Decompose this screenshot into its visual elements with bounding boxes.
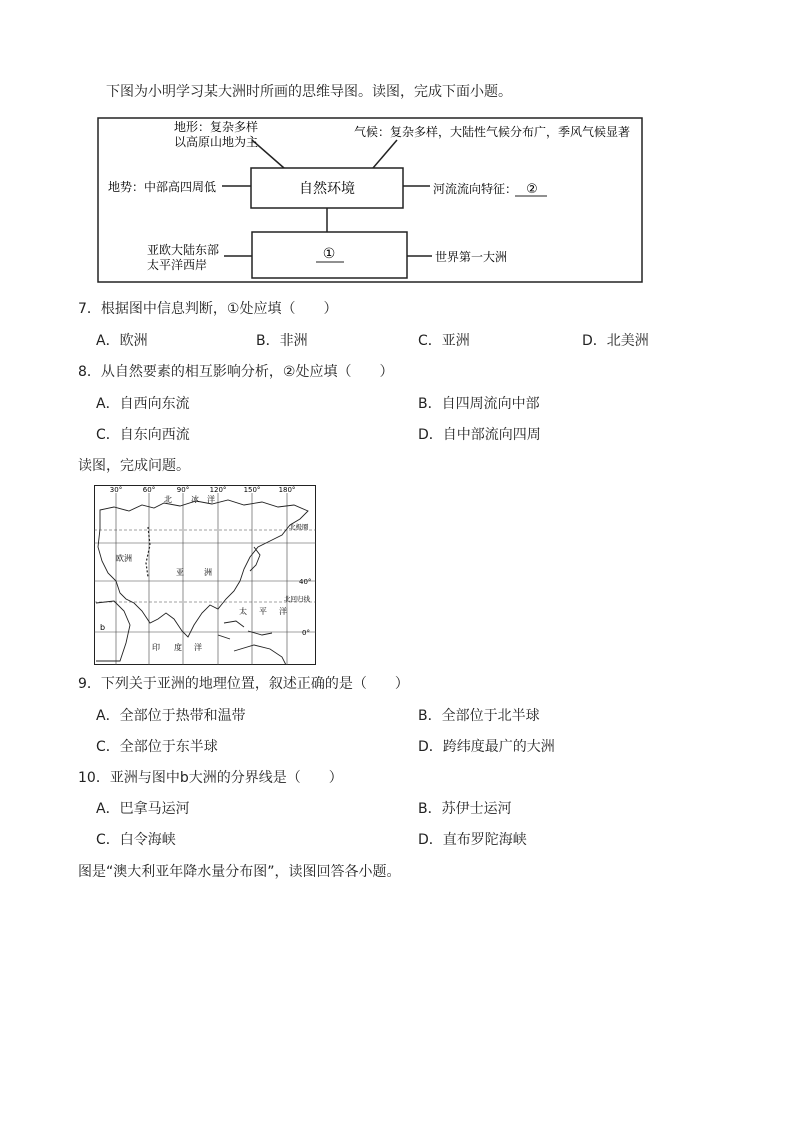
mind-map-diagram	[97, 117, 643, 283]
read-intro-text: 读图，完成问题。	[78, 458, 190, 474]
q7-option-c: C．亚洲	[418, 333, 470, 349]
terrain-line1: 地形：复杂多样	[174, 120, 259, 134]
ocean-char: 印	[152, 643, 160, 652]
asia-label-2: 洲	[204, 568, 212, 577]
lon-label-180: 180°	[278, 486, 296, 494]
asia-map	[94, 485, 316, 665]
intro-text: 下图为小明学习某大洲时所画的思维导图。读图，完成下面小题。	[106, 84, 512, 100]
blank1-label: ①	[322, 246, 336, 262]
ocean-char: 洋	[279, 607, 287, 616]
q8-option-a: A．自西向东流	[96, 396, 190, 412]
q9-option-a: A．全部位于热带和温带	[96, 708, 246, 724]
ocean-char: 冰	[191, 495, 199, 504]
lat-label-40: 40°	[299, 578, 312, 586]
q8-option-d: D．自中部流向四周	[418, 427, 541, 443]
q10-option-d: D．直布罗陀海峡	[418, 832, 527, 848]
ocean-char: 洋	[194, 643, 202, 652]
q8-stem: 8．从自然要素的相互影响分析，②处应填（ ）	[78, 364, 394, 380]
q8-option-c: C．自东向西流	[96, 427, 190, 443]
location-line2: 太平洋西岸	[147, 258, 208, 272]
q10-option-a: A．巴拿马运河	[96, 801, 190, 817]
ocean-char: 度	[174, 643, 182, 652]
lon-label-60: 60°	[142, 486, 156, 494]
q9-option-c: C．全部位于东半球	[96, 739, 218, 755]
blank2-label: ②	[526, 182, 538, 197]
q9-stem: 9．下列关于亚洲的地理位置，叙述正确的是（ ）	[78, 676, 409, 692]
q9-option-b: B．全部位于北半球	[418, 708, 540, 724]
lon-label-90: 90°	[176, 486, 190, 494]
q10-option-b: B．苏伊士运河	[418, 801, 512, 817]
lon-label-150: 150°	[243, 486, 261, 494]
ocean-char: 洋	[207, 495, 215, 504]
q9-option-d: D．跨纬度最广的大洲	[418, 739, 555, 755]
ocean-char: 太	[239, 607, 247, 616]
relief-label: 地势：中部高四周低	[108, 180, 217, 194]
lon-label-30: 30°	[109, 486, 123, 494]
q10-stem: 10．亚洲与图中b大洲的分界线是（ ）	[78, 770, 343, 786]
terrain-line2: 以高原山地为主	[174, 135, 259, 149]
climate-label: 气候：复杂多样，大陆性气候分布广，季风气候显著	[354, 125, 631, 139]
q10-option-c: C．白令海峡	[96, 832, 176, 848]
outro-text: 图是“澳大利亚年降水量分布图”，读图回答各小题。	[78, 864, 401, 880]
europe-label: 欧洲	[116, 554, 132, 563]
tropic-cancer-label: 北回归线	[284, 595, 310, 603]
ocean-char: 北	[164, 495, 172, 504]
lon-label-120: 120°	[209, 486, 227, 494]
continent-b-label: b	[100, 623, 106, 632]
q8-option-b: B．自四周流向中部	[418, 396, 540, 412]
asia-label-1: 亚	[176, 568, 184, 577]
arctic-circle-label: 北极圈	[289, 523, 309, 531]
ocean-char: 平	[259, 607, 267, 616]
q7-stem: 7．根据图中信息判断，①处应填（ ）	[78, 301, 338, 317]
q7-option-b: B．非洲	[256, 333, 308, 349]
location-line1: 亚欧大陆东部	[147, 243, 220, 257]
lat-label-0: 0°	[302, 629, 310, 637]
center-label: 自然环境	[299, 181, 355, 197]
river-label: 河流流向特征：	[433, 182, 518, 196]
largest-label: 世界第一大洲	[435, 250, 508, 264]
q7-option-a: A．欧洲	[96, 333, 148, 349]
q7-option-d: D．北美洲	[582, 333, 649, 349]
